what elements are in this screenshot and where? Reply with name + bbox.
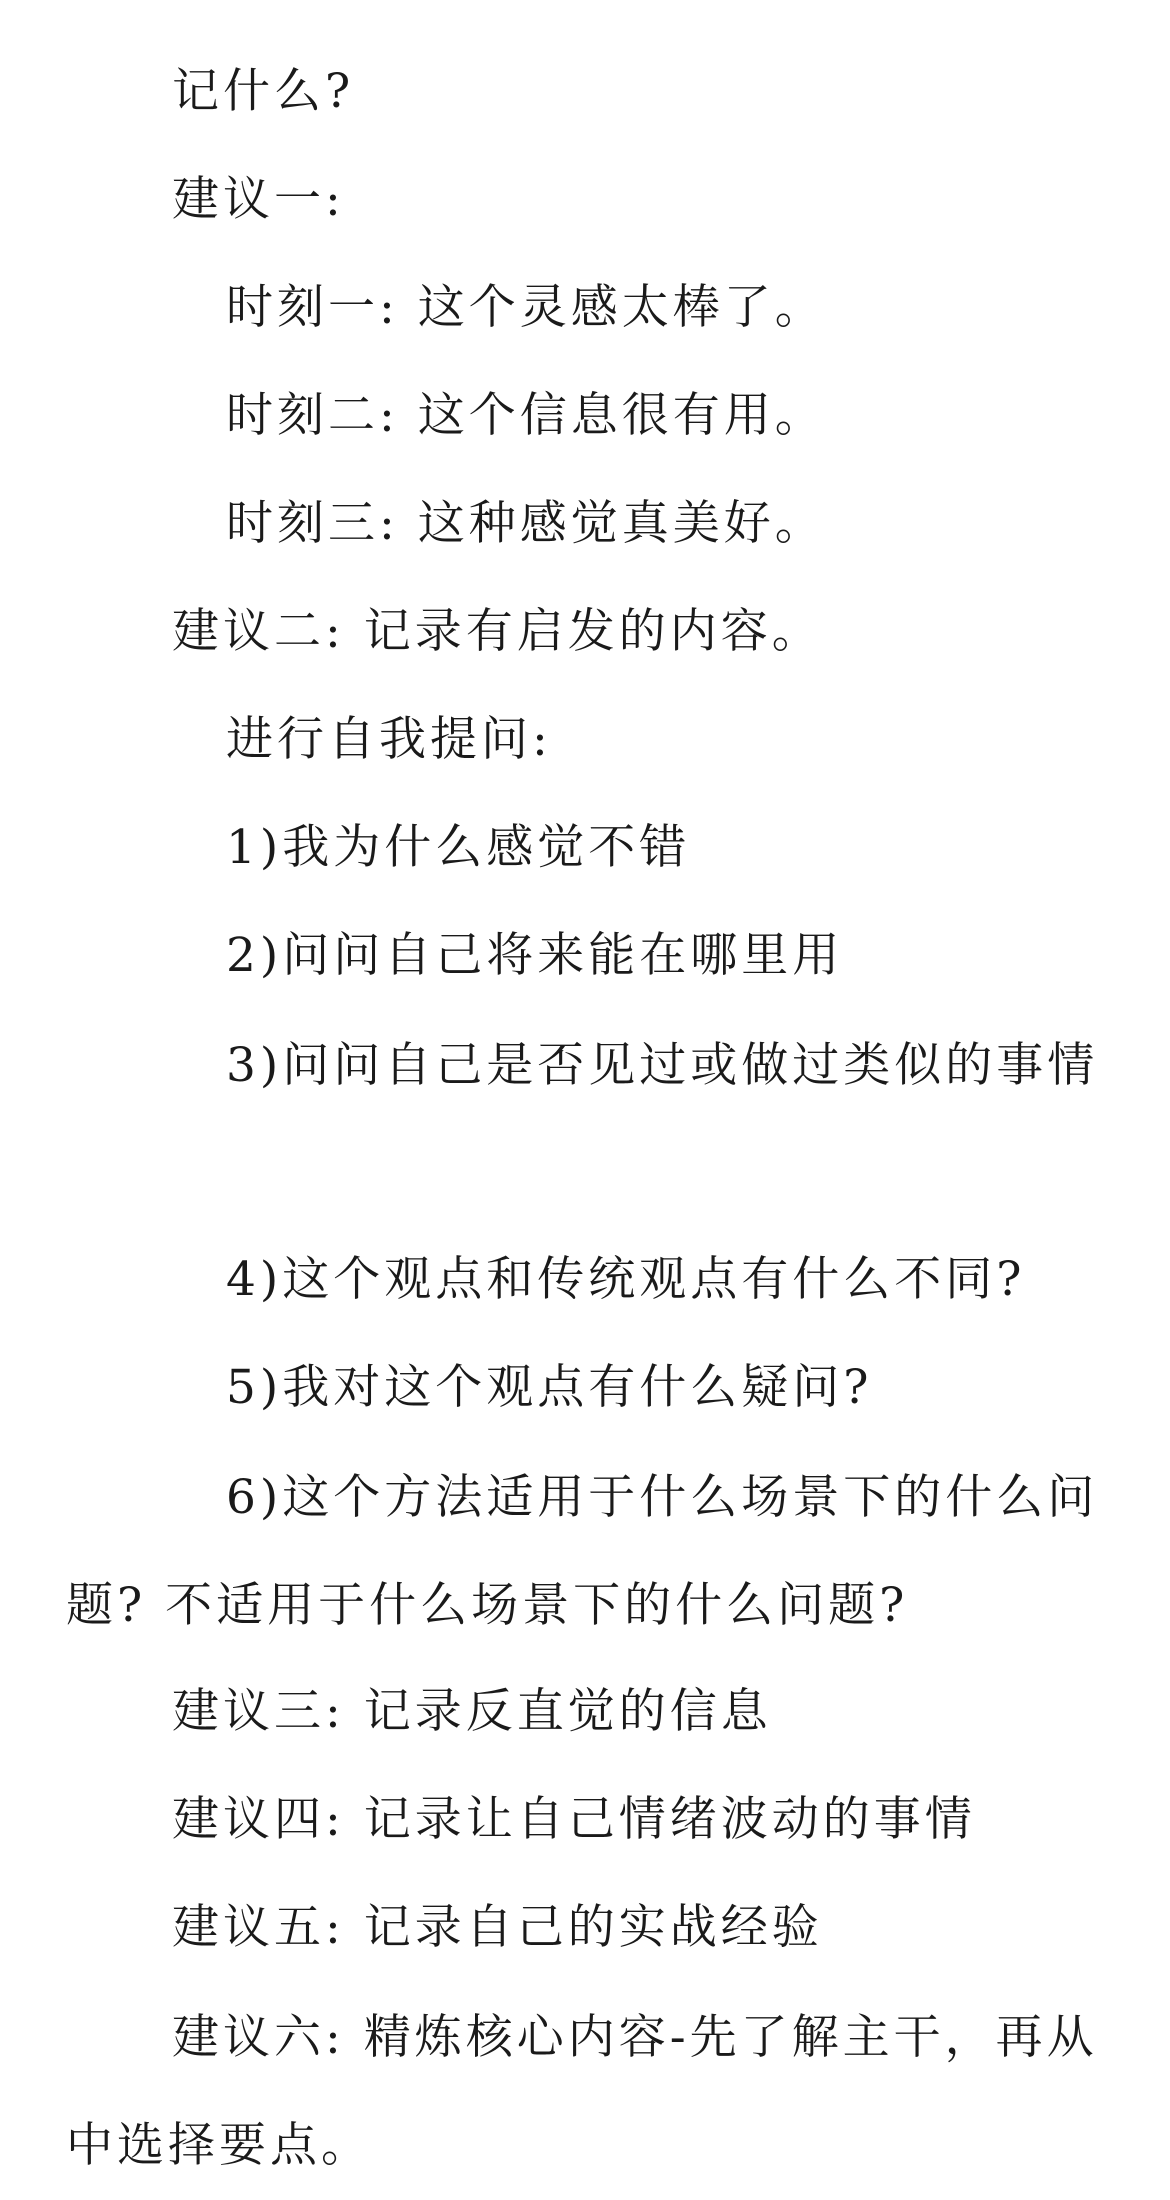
suggestion-2-heading: 建议二: 记录有启发的内容。 (172, 604, 823, 659)
question-2: 2)问问自己将来能在哪里用 (226, 928, 844, 983)
question-1: 1)我为什么感觉不错 (226, 820, 691, 875)
moment-2: 时刻二: 这个信息很有用。 (226, 388, 826, 443)
question-5: 5)我对这个观点有什么疑问? (226, 1360, 873, 1415)
suggestion-6-heading: 建议六: 精炼核心内容-先了解主干，再从中选择要点。 (66, 2010, 1098, 2173)
suggestion-4-heading: 建议四: 记录让自己情绪波动的事情 (172, 1792, 976, 1847)
suggestion-5-heading: 建议五: 记录自己的实战经验 (172, 1900, 823, 1955)
question-4: 4)这个观点和传统观点有什么不同? (226, 1252, 1026, 1307)
question-3: 3)问问自己是否见过或做过类似的事情 (226, 1038, 1099, 1093)
suggestion-1-heading: 建议一: (172, 172, 345, 227)
suggestion-3-heading: 建议三: 记录反直觉的信息 (172, 1684, 772, 1739)
self-question-intro: 进行自我提问: (226, 712, 552, 767)
moment-1: 时刻一: 这个灵感太棒了。 (226, 280, 826, 335)
heading-what-to-record: 记什么? (172, 64, 355, 119)
moment-3: 时刻三: 这种感觉真美好。 (226, 496, 826, 551)
question-6: 6)这个方法适用于什么场景下的什么问题? 不适用于什么场景下的什么问题? (66, 1470, 1099, 1633)
